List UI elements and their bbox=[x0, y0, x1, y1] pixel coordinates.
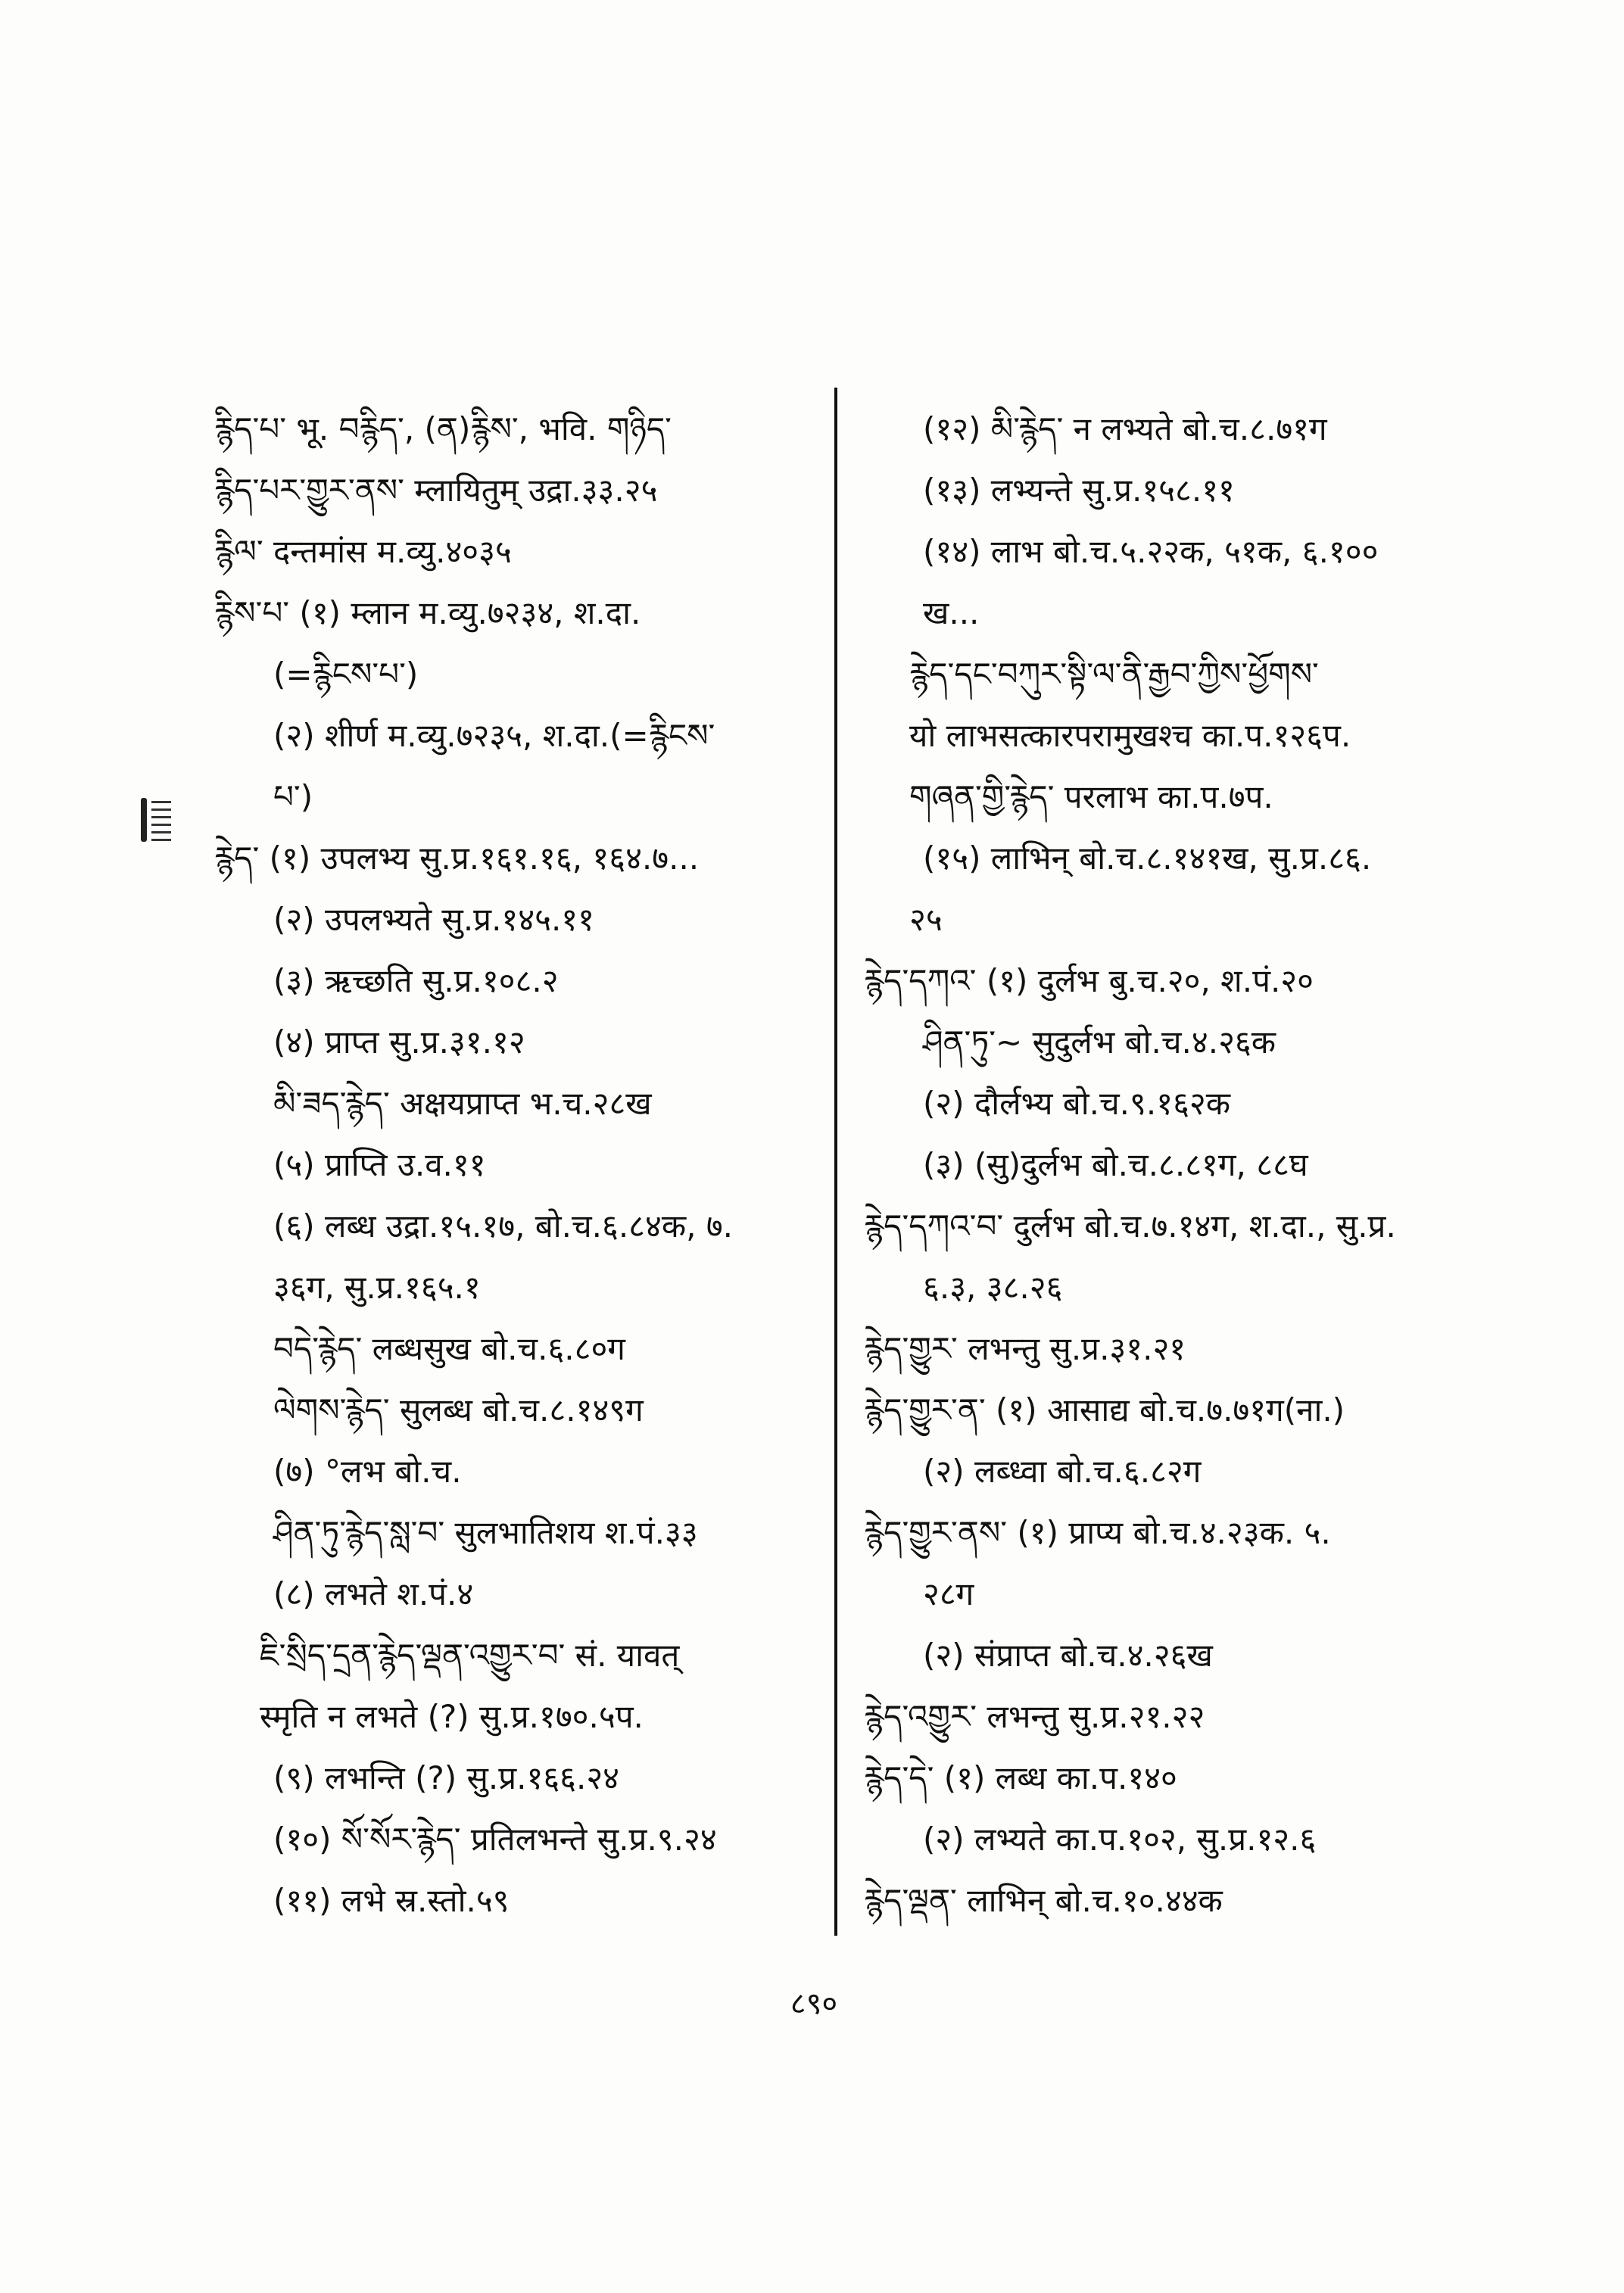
sense-line: (१२) མི་རྙེད་ न लभ्यते बो.च.८.७१ग bbox=[923, 410, 1327, 447]
sub-entry-line: ལེགས་རྙེད་ सुलब्ध बो.च.८.१४९ग bbox=[273, 1391, 644, 1428]
sense-line: (६) लब्ध उद्रा.१५.१७, बो.च.६.८४क, ७. bbox=[273, 1207, 734, 1245]
headword-line: རྙིལ་ दन्तमांस म.व्यु.४०३५ bbox=[214, 533, 512, 570]
sense-line: (२) लब्ध्वा बो.च.६.८२ग bbox=[923, 1453, 1202, 1490]
sense-line: (१३) लभ्यन्ते सु.प्र.१५८.११ bbox=[923, 472, 1235, 509]
headword-line: རྙིད་པར་གྱུར་ནས་ म्लायितुम् उद्रा.३३.२५ bbox=[214, 472, 658, 509]
right-column bbox=[864, 398, 1485, 1931]
sense-line: (३) ऋच्छति सु.प्र.१०८.२ bbox=[273, 962, 559, 999]
continuation-line: ३६ग, सु.प्र.१६५.१ bbox=[273, 1269, 481, 1306]
sense-line: (१०) སོ་སོར་རྙེད་ प्रतिलभन्ते सु.प्र.९.२४ bbox=[273, 1821, 717, 1858]
continuation-line: स्मृति न लभते (?) सु.प्र.१७०.५प. bbox=[260, 1698, 644, 1735]
headword-line: རྙིད་པ་ भू. བརྙིད་, (ན)རྙིས་, भवि. གཉིད་ bbox=[214, 410, 672, 447]
headword-line: རྙེད་གྱུར་ན་ (१) आसाद्य बो.च.७.७१ग(ना.) bbox=[864, 1391, 1345, 1428]
continuation-line: ६.३, ३८.२६ bbox=[923, 1269, 1063, 1306]
headword-line: རྙེད་གྱུར་ लभन्तु सु.प्र.३१.२१ bbox=[864, 1330, 1186, 1367]
sense-line: (२) संप्राप्त बो.च.४.२६ख bbox=[923, 1637, 1213, 1674]
continuation-line: (=རྙིངས་པ་) bbox=[273, 656, 419, 693]
sense-line: (९) लभन्ति (?) सु.प्र.१६६.२४ bbox=[273, 1759, 620, 1796]
sub-entry-line: ཤིན་ཏུ་རྙེད་སླ་བ་ सुलभातिशय श.पं.३३ bbox=[273, 1514, 698, 1551]
column-divider bbox=[834, 388, 837, 1936]
continuation-line: ख... bbox=[923, 594, 980, 631]
sense-line: (२) दौर्लभ्य बो.च.९.१६२क bbox=[923, 1085, 1230, 1122]
headword-line: རྙེད་དེ་ (१) लब्ध का.प.१४० bbox=[864, 1759, 1177, 1796]
page-number: ८९० bbox=[790, 1986, 838, 2021]
sub-entry-line: ཇི་སྲིད་དྲན་རྙེད་ལྡན་འགྱུར་བ་ सं. यावत् bbox=[260, 1637, 680, 1674]
sub-entry-line: མི་ཟད་རྙེད་ अक्षयप्राप्त भ.च.२८ख bbox=[273, 1085, 652, 1122]
sense-line: (२) लभ्यते का.प.१०२, सु.प्र.१२.६ bbox=[923, 1821, 1317, 1858]
sense-line: (१४) लाभ बो.च.५.२२क, ५१क, ६.१०० bbox=[923, 533, 1379, 570]
sub-entry-line: ཤིན་ཏུ་~ सुदुर्लभ बो.च.४.२६क bbox=[923, 1023, 1276, 1061]
headword-line: རྙིས་པ་ (१) म्लान म.व्यु.७२३४, श.दा. bbox=[214, 594, 641, 631]
sense-line: (५) प्राप्ति उ.व.११ bbox=[273, 1146, 486, 1183]
sub-entry-line: བདེ་རྙེད་ लब्धसुख बो.च.६.८०ग bbox=[273, 1330, 625, 1367]
continuation-line: यो लाभसत्कारपरामुखश्च का.प.१२६प. bbox=[909, 717, 1351, 754]
sense-line: (२) शीर्ण म.व्यु.७२३५, श.दा.(=རྙིངས་ bbox=[273, 717, 715, 754]
sense-line: (११) लभे स्र.स्तो.५९ bbox=[273, 1882, 510, 1919]
headword-line: རྙེད་དཀའ་ (१) दुर्लभ बु.च.२०, श.पं.२० bbox=[864, 962, 1314, 999]
sub-entry-line: རྙེད་དང་བཀུར་སྟི་ལ་ནི་རྒྱབ་ཀྱིས་ཕྱོགས་ bbox=[909, 656, 1319, 693]
sense-line: (१५) लाभिन् बो.च.८.१४१ख, सु.प्र.८६. bbox=[923, 840, 1372, 877]
binding-mark bbox=[141, 795, 173, 845]
sense-line: (८) लभते श.पं.४ bbox=[273, 1575, 474, 1612]
headword-line: རྙེད་གྱུར་ནས་ (१) प्राप्य बो.च.४.२३क. ५. bbox=[864, 1514, 1331, 1551]
sub-entry-line: གཞན་གྱི་རྙེད་ परलाभ का.प.७प. bbox=[909, 778, 1273, 815]
headword-line: རྙེད་འགྱུར་ लभन्तु सु.प्र.२१.२२ bbox=[864, 1698, 1205, 1735]
continuation-line: २५ bbox=[909, 901, 943, 938]
headword-line: རྙེད་དཀའ་བ་ दुर्लभ बो.च.७.१४ग, श.दा., सु.प्र. bbox=[864, 1207, 1396, 1245]
headword-line: རྙེད་ (१) उपलभ्य सु.प्र.१६१.१६, १६४.७... bbox=[214, 840, 700, 877]
continuation-line: २८ग bbox=[923, 1575, 974, 1612]
sense-line: (७) °लभ बो.च. bbox=[273, 1453, 462, 1490]
continuation-line: པ་) bbox=[273, 778, 313, 815]
left-column bbox=[214, 398, 820, 1931]
headword-line: རྙེད་ལྡན་ लाभिन् बो.च.१०.४४क bbox=[864, 1882, 1223, 1919]
sense-line: (३) (सु)दुर्लभ बो.च.८.८१ग, ८८घ bbox=[923, 1146, 1308, 1183]
sense-line: (२) उपलभ्यते सु.प्र.१४५.११ bbox=[273, 901, 594, 938]
sense-line: (४) प्राप्त सु.प्र.३१.१२ bbox=[273, 1023, 525, 1061]
